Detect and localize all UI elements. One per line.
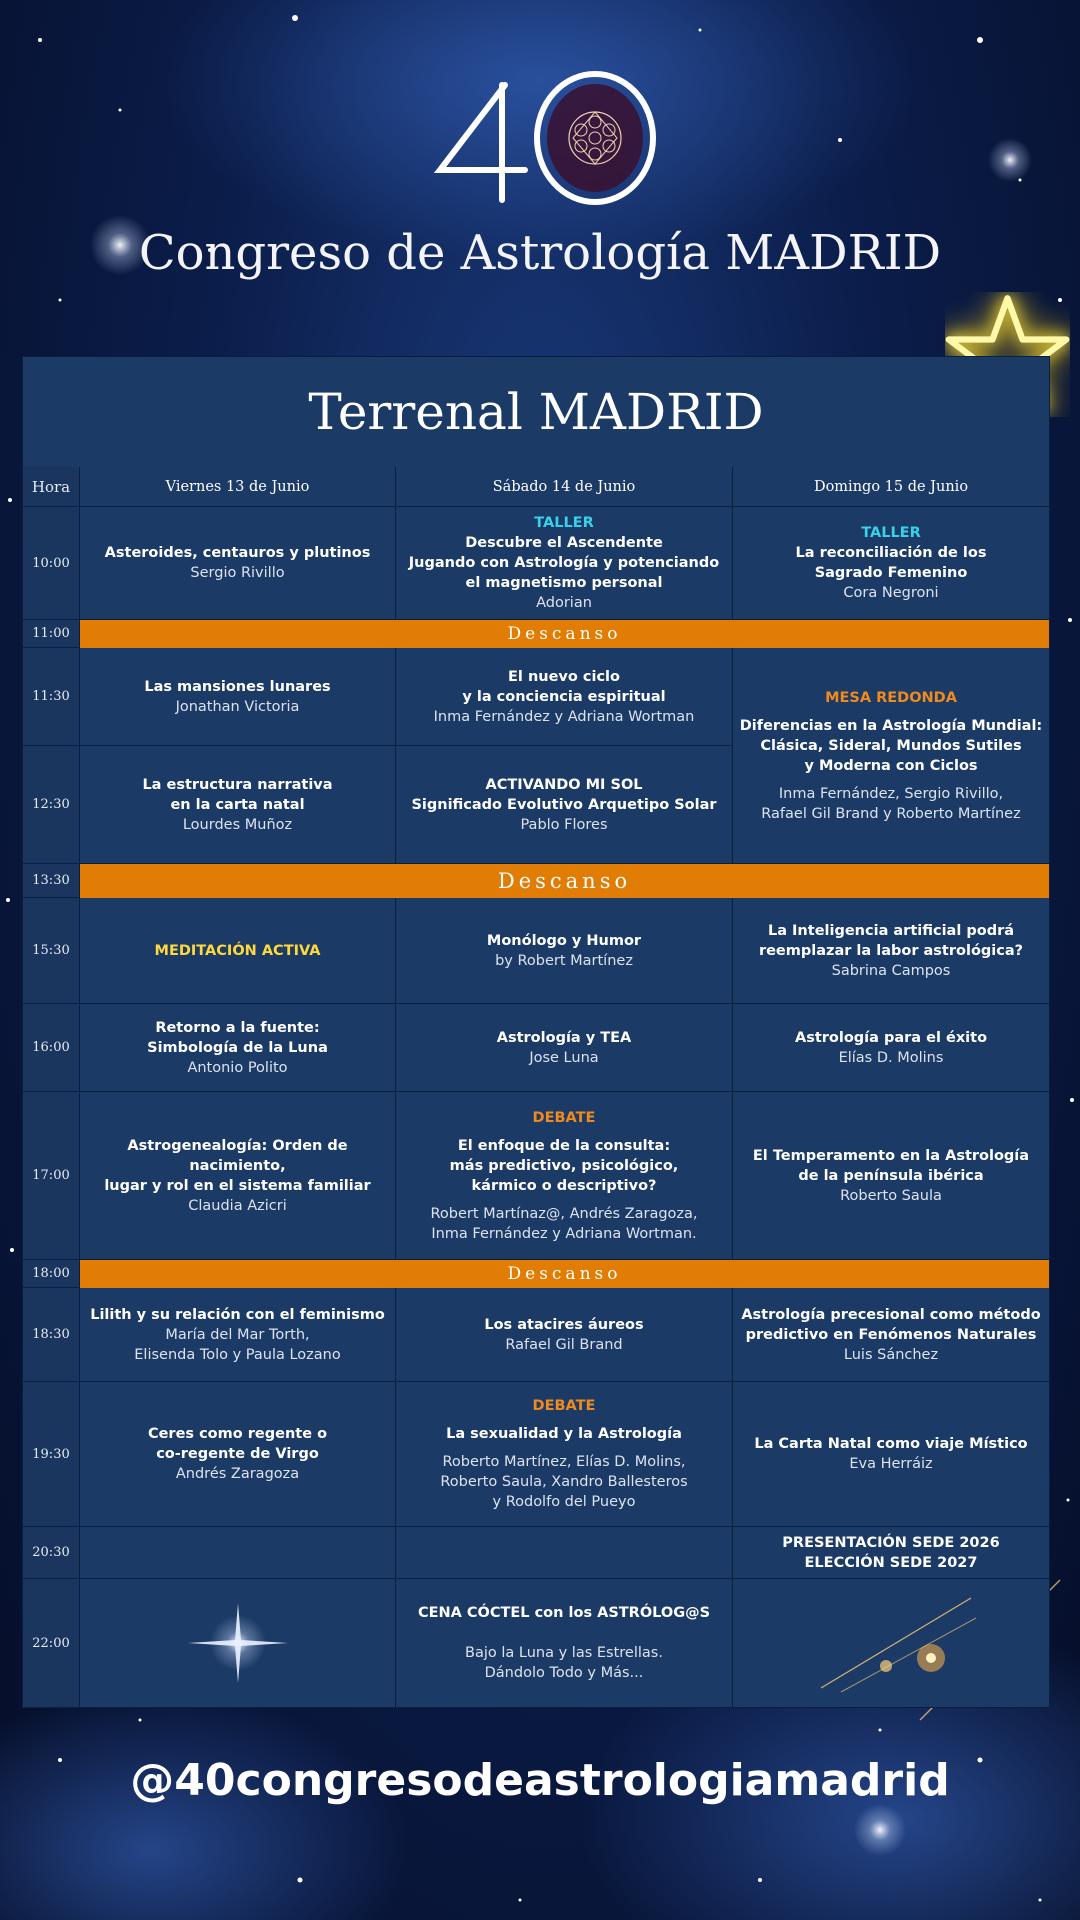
session-title-line: PRESENTACIÓN SEDE 2026 [782,1534,1000,1551]
empty-cell [396,1527,733,1579]
session-title-line: predictivo en Fenómenos Naturales [745,1326,1037,1343]
session-title: La Carta Natal como viaje Místico [754,1436,1028,1452]
session-title: Monólogo y Humor [486,932,642,949]
session-speaker: Rafael Gil Brand y Roberto Martínez [761,805,1021,822]
session-title-line: El Temperamento en la Astrología [752,1147,1030,1164]
time-label: 18:30 [23,1288,80,1382]
session-title: Los atacires áureos [484,1316,644,1333]
session-title-line: reemplazar la labor astrológica? [758,942,1024,959]
session-cell [396,746,733,864]
session-cell [396,1092,733,1260]
day1-header: Viernes 13 de Junio [80,467,396,507]
time-label: 10:00 [23,507,80,620]
session-speaker: Robert Martínaz@, Andrés Zaragoza, [430,1205,698,1222]
session-cell [396,1579,733,1707]
session-title-line: de la península ibérica [798,1167,984,1184]
session-cell [733,1092,1049,1260]
day3-header: Domingo 15 de Junio [733,467,1049,507]
session-title-line: co-regente de Virgo [156,1446,319,1462]
session-cell [733,507,1049,620]
session-cell [396,898,733,1004]
time-label: 18:00 [23,1260,80,1288]
time-label: 17:00 [23,1092,80,1260]
time-label: 11:00 [23,620,80,648]
session-speaker: Sabrina Campos [831,962,951,979]
session-title-line: ACTIVANDO MI SOL [485,776,643,793]
session-cell [396,507,733,620]
session-title-line: La reconciliación de los [795,545,987,561]
row-2030 [23,1527,1049,1579]
session-title-line: más predictivo, psicológico, [449,1157,679,1174]
session-speaker: Rafael Gil Brand [505,1336,623,1353]
session-cell [733,1527,1049,1579]
session-tag: TALLER [861,525,921,541]
session-cell [396,648,733,746]
session-title-line: Retorno a la fuente: [155,1019,320,1036]
session-tag: MESA REDONDA [825,689,957,706]
session-title: Las mansiones lunares [144,678,331,695]
time-label: 15:30 [23,898,80,1004]
row-1830 [23,1288,1049,1382]
session-speaker: Elisenda Tolo y Paula Lozano [134,1346,341,1363]
session-title-line: kármico o descriptivo? [471,1177,657,1194]
session-title-line: La estructura narrativa [142,776,333,793]
schedule-table [22,356,1050,1708]
session-cell [80,1004,396,1092]
session-title-line: Ceres como regente o [147,1426,328,1442]
break-banner: Descanso [80,620,1049,648]
session-speaker: Pablo Flores [520,816,608,833]
session-title-line: el magnetismo personal [465,575,663,591]
time-label: 22:00 [23,1579,80,1707]
session-speaker: Inma Fernández y Adriana Wortman [433,708,695,725]
shooting-star-icon [801,1588,981,1698]
session-title: Astrología y TEA [496,1029,632,1046]
row-1600 [23,1004,1049,1092]
sparkle-icon [178,1598,298,1688]
session-cell [733,1288,1049,1382]
session-title-line: El enfoque de la consulta: [457,1137,671,1154]
session-title: Astrología para el éxito [794,1029,988,1046]
social-handle: @40congresodeastrologiamadrid [130,1755,950,1806]
session-cell [80,648,396,746]
session-speaker: Elías D. Molins [838,1049,944,1066]
session-title-line: y Moderna con Ciclos [804,757,978,774]
session-tag: DEBATE [532,1109,596,1126]
session-speaker: Eva Herráiz [849,1456,933,1472]
session-cell [80,1288,396,1382]
session-speaker: Cora Negroni [843,585,939,601]
sparkle-cell [80,1579,396,1707]
session-tag: TALLER [534,515,594,531]
session-cell [80,507,396,620]
session-cell [733,898,1049,1004]
session-cell [733,1382,1049,1527]
session-title-line: lugar y rol en el sistema familiar [104,1177,371,1194]
session-title-line: Jugando con Astrología y potenciando [408,555,720,571]
session-speaker: Luis Sánchez [843,1346,939,1363]
session-cell [80,746,396,864]
hora-header: Hora [23,467,80,507]
session-note: Dándolo Todo y Más... [484,1665,644,1681]
session-speaker: Antonio Polito [187,1059,288,1076]
session-title-line: La Inteligencia artificial podrá [767,922,1015,939]
session-speaker: Roberto Saula, Xandro Ballesteros [440,1474,688,1490]
time-label: 19:30 [23,1382,80,1527]
session-title: Asteroides, centauros y plutinos [104,545,371,561]
time-label: 13:30 [23,864,80,898]
session-tag: MEDITACIÓN ACTIVA [154,942,321,959]
break-banner: Descanso [80,1260,1049,1288]
venue-title: Terrenal MADRID [308,383,764,441]
session-title-line: Simbología de la Luna [147,1039,328,1056]
header-row [23,467,1049,507]
time-label: 20:30 [23,1527,80,1579]
empty-cell [80,1527,396,1579]
session-speaker: Andrés Zaragoza [175,1466,300,1482]
session-title-line: y la conciencia espiritual [462,688,666,705]
session-cell [396,1004,733,1092]
session-title-line: Descubre el Ascendente [465,535,663,551]
row-2200 [23,1579,1049,1707]
session-title-line: en la carta natal [170,796,305,813]
session-tag: DEBATE [532,1398,596,1414]
session-speaker: Adorian [536,595,592,611]
session-cell [396,1382,733,1527]
session-cell [80,1092,396,1260]
event-title: Congreso de Astrología MADRID [138,225,942,281]
session-speaker: Roberto Martínez, Elías D. Molins, [442,1454,686,1470]
row-1700 [23,1092,1049,1260]
row-1930 [23,1382,1049,1527]
session-title-line: ELECCIÓN SEDE 2027 [804,1554,978,1571]
session-title-line: Sagrado Femenino [814,565,968,581]
break-banner: Descanso [80,864,1049,898]
session-speaker: Claudia Azicri [188,1197,287,1214]
time-label: 11:30 [23,648,80,746]
session-speaker: Jonathan Victoria [175,698,300,715]
session-speaker: Lourdes Muñoz [182,816,293,833]
session-title-line: Astrogenealogía: Orden de nacimiento, [127,1137,348,1174]
session-cell [80,1382,396,1527]
time-label: 12:30 [23,746,80,864]
session-speaker: by Robert Martínez [495,952,633,969]
session-title: La sexualidad y la Astrología [446,1426,682,1442]
session-title: CENA CÓCTEL con los ASTRÓLOG@S [417,1605,711,1621]
session-speaker: y Rodolfo del Pueyo [492,1494,636,1510]
time-label: 16:00 [23,1004,80,1092]
row-1530 [23,898,1049,1004]
session-speaker: Inma Fernández, Sergio Rivillo, [778,785,1004,802]
session-cell [733,1004,1049,1092]
session-speaker: Jose Luna [529,1049,599,1066]
session-speaker: María del Mar Torth, [165,1326,310,1343]
congress-logo [430,70,660,210]
session-title-line: El nuevo ciclo [508,668,620,685]
session-speaker: Roberto Saula [840,1187,942,1204]
day2-header: Sábado 14 de Junio [396,467,733,507]
session-note: Bajo la Luna y las Estrellas. [465,1645,663,1661]
session-speaker: Inma Fernández y Adriana Wortman. [431,1225,697,1242]
session-title-line: Clásica, Sideral, Mundos Sutiles [760,737,1022,754]
session-title: Lilith y su relación con el feminismo [90,1306,385,1323]
row-1000 [23,507,1049,620]
session-title-line: Significado Evolutivo Arquetipo Solar [411,796,717,813]
session-title-line: Astrología precesional como método [741,1306,1041,1323]
shooting-star-cell [733,1579,1049,1707]
session-speaker: Sergio Rivillo [190,565,285,581]
round-table-cell [733,648,1049,864]
session-title-line: Diferencias en la Astrología Mundial: [739,717,1043,734]
session-cell [80,898,396,1004]
logo-40-graphic [430,70,660,210]
session-cell [396,1288,733,1382]
